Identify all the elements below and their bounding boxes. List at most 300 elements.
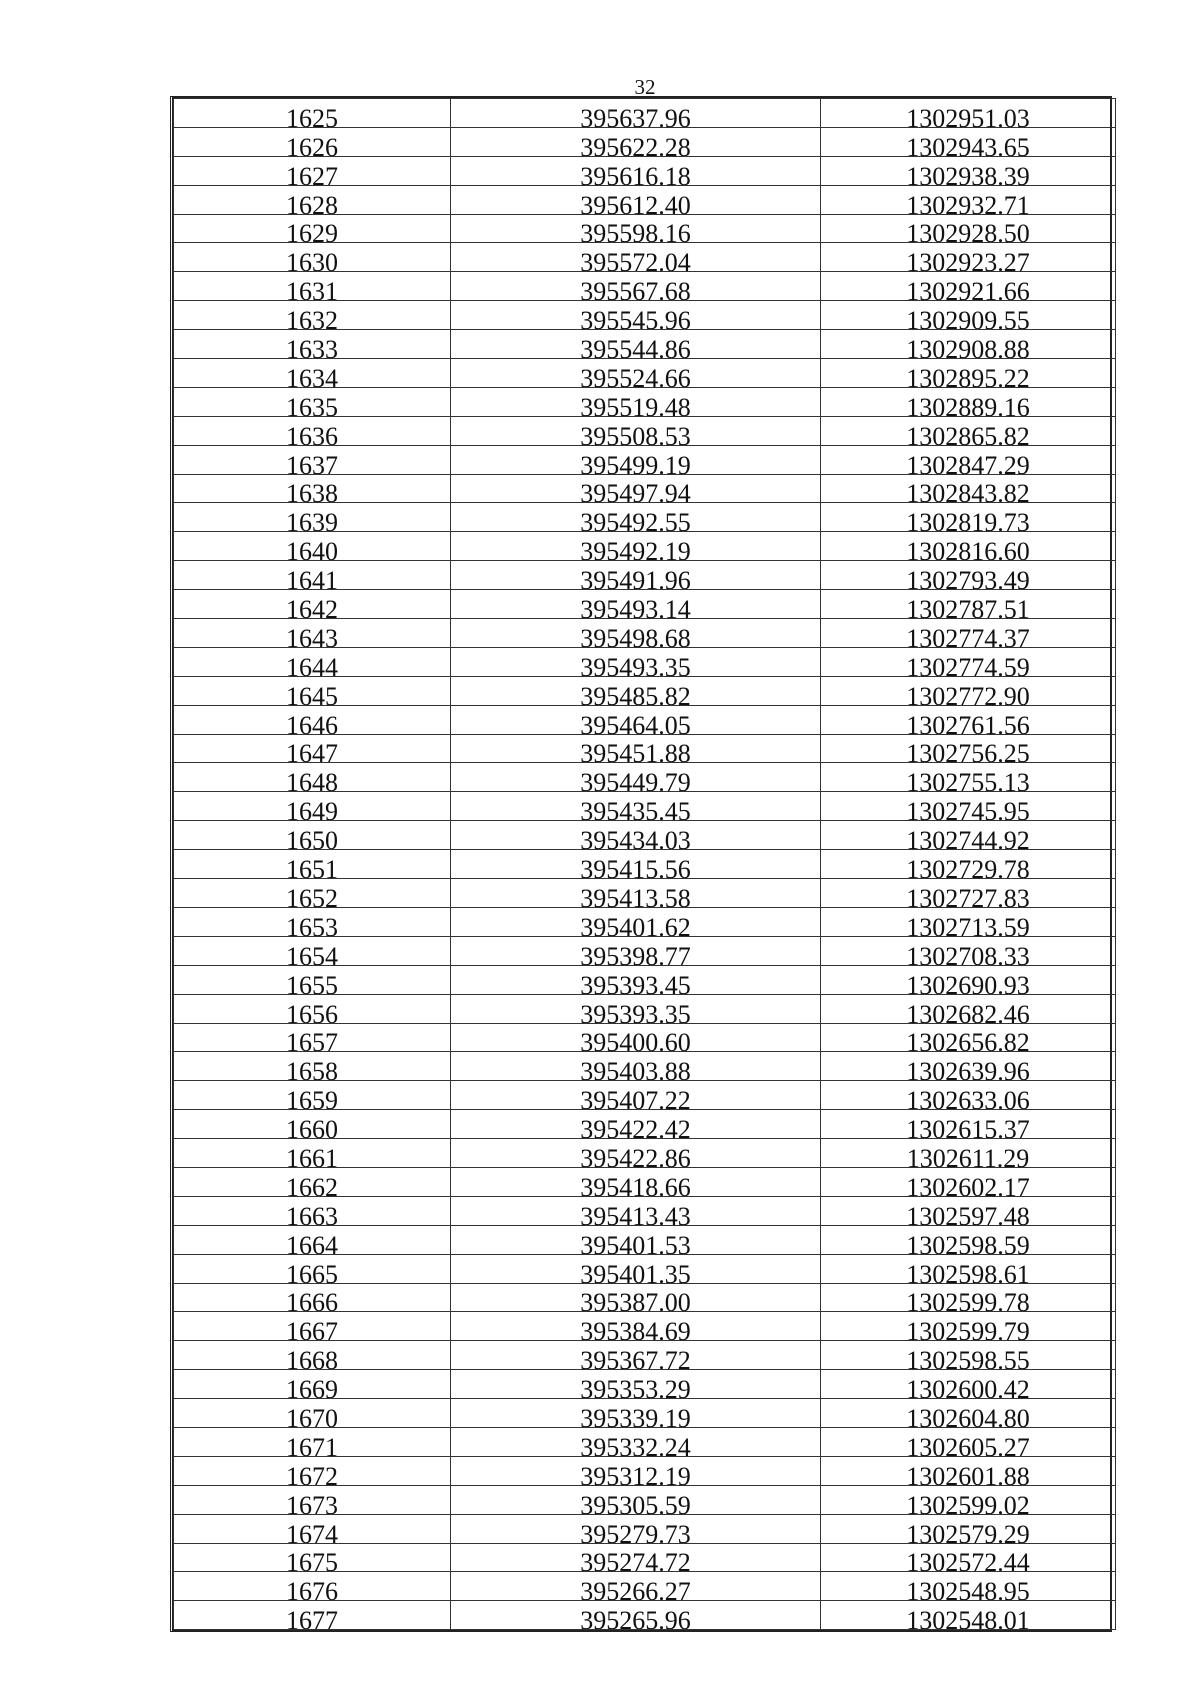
cell-value: 395393.45 [580, 970, 691, 995]
y-coordinate-cell [821, 1312, 1116, 1341]
point-number-cell [174, 330, 451, 359]
cell-value: 395493.14 [580, 595, 691, 619]
point-number-cell [174, 127, 451, 156]
cell-value: 1302599.78 [906, 1288, 1030, 1312]
point-number-cell [174, 1225, 451, 1254]
cell-value: 1302602.17 [906, 1172, 1030, 1197]
point-number-cell [174, 879, 451, 908]
cell-value: 395524.66 [580, 363, 691, 388]
x-coordinate-cell [451, 1254, 821, 1283]
cell-value: 1302755.13 [906, 768, 1030, 792]
table-row [174, 1254, 1116, 1283]
x-coordinate-cell [451, 1370, 821, 1399]
point-number-cell [174, 763, 451, 792]
cell-value: 395622.28 [580, 132, 691, 157]
y-coordinate-cell [821, 734, 1116, 763]
cell-value: 1302928.50 [906, 219, 1030, 243]
point-number-cell [174, 994, 451, 1023]
cell-value: 1302656.82 [906, 1028, 1030, 1052]
table-row [174, 1427, 1116, 1456]
coordinates-table-body [174, 99, 1116, 1630]
x-coordinate-cell [451, 850, 821, 879]
point-number-cell [174, 503, 451, 532]
point-number-cell [174, 1370, 451, 1399]
cell-value: 395400.60 [580, 1028, 691, 1052]
x-coordinate-cell [451, 359, 821, 388]
cell-value: 1646 [286, 710, 338, 735]
x-coordinate-cell [451, 879, 821, 908]
cell-value: 1302744.92 [906, 826, 1030, 850]
cell-value: 1636 [286, 421, 338, 446]
cell-value: 1302938.39 [906, 161, 1030, 186]
point-number-cell [174, 1196, 451, 1225]
point-number-cell [174, 1110, 451, 1139]
cell-value: 395393.35 [580, 999, 691, 1023]
table-row [174, 445, 1116, 474]
x-coordinate-cell [451, 416, 821, 445]
table-row [174, 676, 1116, 705]
cell-value: 1302816.60 [906, 537, 1030, 561]
table-row [174, 1081, 1116, 1110]
x-coordinate-cell [451, 1427, 821, 1456]
table-row [174, 1225, 1116, 1254]
cell-value: 1302865.82 [906, 421, 1030, 446]
cell-value: 1661 [286, 1143, 338, 1168]
cell-value: 1302572.44 [906, 1548, 1030, 1572]
y-coordinate-cell [821, 619, 1116, 648]
cell-value: 1302713.59 [906, 912, 1030, 937]
table-row [174, 647, 1116, 676]
cell-value: 395279.73 [580, 1519, 691, 1544]
cell-value: 1302633.06 [906, 1086, 1030, 1110]
cell-value: 1632 [286, 306, 338, 330]
x-coordinate-cell [451, 1081, 821, 1110]
point-number-cell [174, 1427, 451, 1456]
point-number-cell [174, 1341, 451, 1370]
y-coordinate-cell [821, 965, 1116, 994]
x-coordinate-cell [451, 907, 821, 936]
table-row [174, 1543, 1116, 1572]
cell-value: 1665 [286, 1259, 338, 1284]
y-coordinate-cell [821, 1225, 1116, 1254]
point-number-cell [174, 850, 451, 879]
y-coordinate-cell [821, 1139, 1116, 1168]
y-coordinate-cell [821, 1572, 1116, 1601]
cell-value: 1302793.49 [906, 566, 1030, 590]
cell-value: 1645 [286, 681, 338, 706]
point-number-cell [174, 1283, 451, 1312]
cell-value: 1302943.65 [906, 132, 1030, 157]
cell-value: 1302774.59 [906, 652, 1030, 677]
cell-value: 1302682.46 [906, 999, 1030, 1023]
point-number-cell [174, 676, 451, 705]
cell-value: 395401.62 [580, 912, 691, 937]
cell-value: 1660 [286, 1115, 338, 1139]
cell-value: 1643 [286, 623, 338, 648]
table-row [174, 1341, 1116, 1370]
table-row [174, 243, 1116, 272]
cell-value: 395637.96 [580, 103, 691, 128]
cell-value: 395384.69 [580, 1317, 691, 1341]
cell-value: 395274.72 [580, 1548, 691, 1572]
y-coordinate-cell [821, 850, 1116, 879]
cell-value: 395339.19 [580, 1403, 691, 1428]
x-coordinate-cell [451, 1485, 821, 1514]
y-coordinate-cell [821, 416, 1116, 445]
y-coordinate-cell [821, 1081, 1116, 1110]
table-row [174, 416, 1116, 445]
table-row [174, 965, 1116, 994]
cell-value: 395305.59 [580, 1490, 691, 1515]
x-coordinate-cell [451, 965, 821, 994]
cell-value: 395544.86 [580, 335, 691, 359]
cell-value: 1654 [286, 941, 338, 966]
y-coordinate-cell [821, 1399, 1116, 1428]
cell-value: 1302690.93 [906, 970, 1030, 995]
cell-value: 1639 [286, 508, 338, 532]
point-number-cell [174, 1139, 451, 1168]
x-coordinate-cell [451, 1196, 821, 1225]
y-coordinate-cell [821, 1283, 1116, 1312]
table-row [174, 532, 1116, 561]
table-row [174, 99, 1116, 128]
cell-value: 1670 [286, 1403, 338, 1428]
x-coordinate-cell [451, 763, 821, 792]
cell-value: 395567.68 [580, 277, 691, 301]
cell-value: 1302598.55 [906, 1346, 1030, 1370]
point-number-cell [174, 1052, 451, 1081]
x-coordinate-cell [451, 99, 821, 128]
point-number-cell [174, 561, 451, 590]
point-number-cell [174, 1456, 451, 1485]
y-coordinate-cell [821, 1052, 1116, 1081]
cell-value: 1638 [286, 479, 338, 503]
point-number-cell [174, 185, 451, 214]
x-coordinate-cell [451, 474, 821, 503]
cell-value: 1642 [286, 595, 338, 619]
y-coordinate-cell [821, 821, 1116, 850]
cell-value: 1629 [286, 219, 338, 243]
y-coordinate-cell [821, 156, 1116, 185]
table-row [174, 1312, 1116, 1341]
cell-value: 395545.96 [580, 306, 691, 330]
table-row [174, 1572, 1116, 1601]
y-coordinate-cell [821, 994, 1116, 1023]
cell-value: 1302599.02 [906, 1490, 1030, 1515]
cell-value: 1650 [286, 826, 338, 850]
x-coordinate-cell [451, 156, 821, 185]
point-number-cell [174, 99, 451, 128]
cell-value: 1302599.79 [906, 1317, 1030, 1341]
cell-value: 1302548.01 [906, 1606, 1030, 1630]
cell-value: 395434.03 [580, 826, 691, 850]
cell-value: 1302729.78 [906, 855, 1030, 879]
table-row [174, 127, 1116, 156]
point-number-cell [174, 416, 451, 445]
y-coordinate-cell [821, 214, 1116, 243]
y-coordinate-cell [821, 301, 1116, 330]
cell-value: 395422.42 [580, 1115, 691, 1139]
cell-value: 395493.35 [580, 652, 691, 677]
point-number-cell [174, 243, 451, 272]
cell-value: 1302611.29 [906, 1143, 1030, 1168]
cell-value: 1658 [286, 1057, 338, 1081]
cell-value: 395413.43 [580, 1201, 691, 1226]
table-row [174, 474, 1116, 503]
cell-value: 1676 [286, 1577, 338, 1601]
point-number-cell [174, 474, 451, 503]
table-row [174, 1139, 1116, 1168]
point-number-cell [174, 1485, 451, 1514]
x-coordinate-cell [451, 1225, 821, 1254]
cell-value: 395266.27 [580, 1577, 691, 1601]
cell-value: 395312.19 [580, 1461, 691, 1486]
x-coordinate-cell [451, 1052, 821, 1081]
cell-value: 395598.16 [580, 219, 691, 243]
cell-value: 395572.04 [580, 248, 691, 272]
cell-value: 1648 [286, 768, 338, 792]
x-coordinate-cell [451, 1572, 821, 1601]
cell-value: 395492.55 [580, 508, 691, 532]
y-coordinate-cell [821, 792, 1116, 821]
cell-value: 395491.96 [580, 566, 691, 590]
cell-value: 1302774.37 [906, 623, 1030, 648]
y-coordinate-cell [821, 1456, 1116, 1485]
x-coordinate-cell [451, 127, 821, 156]
table-row [174, 1370, 1116, 1399]
table-row [174, 879, 1116, 908]
cell-value: 395508.53 [580, 421, 691, 446]
x-coordinate-cell [451, 532, 821, 561]
cell-value: 1630 [286, 248, 338, 272]
y-coordinate-cell [821, 1023, 1116, 1052]
cell-value: 395401.53 [580, 1230, 691, 1255]
coordinates-table-frame [170, 96, 1112, 1632]
cell-value: 395435.45 [580, 797, 691, 821]
cell-value: 1302761.56 [906, 710, 1030, 735]
cell-value: 1302951.03 [906, 103, 1030, 128]
point-number-cell [174, 1023, 451, 1052]
point-number-cell [174, 1572, 451, 1601]
cell-value: 395492.19 [580, 537, 691, 561]
cell-value: 1302604.80 [906, 1403, 1030, 1428]
y-coordinate-cell [821, 272, 1116, 301]
cell-value: 1302548.95 [906, 1577, 1030, 1601]
y-coordinate-cell [821, 1341, 1116, 1370]
cell-value: 1302932.71 [906, 190, 1030, 215]
y-coordinate-cell [821, 1514, 1116, 1543]
point-number-cell [174, 619, 451, 648]
cell-value: 395497.94 [580, 479, 691, 503]
x-coordinate-cell [451, 445, 821, 474]
point-number-cell [174, 156, 451, 185]
cell-value: 395265.96 [580, 1606, 691, 1630]
cell-value: 1302847.29 [906, 450, 1030, 475]
y-coordinate-cell [821, 330, 1116, 359]
cell-value: 1302889.16 [906, 392, 1030, 417]
x-coordinate-cell [451, 503, 821, 532]
cell-value: 1627 [286, 161, 338, 186]
cell-value: 1302727.83 [906, 883, 1030, 908]
x-coordinate-cell [451, 272, 821, 301]
table-row [174, 763, 1116, 792]
x-coordinate-cell [451, 1023, 821, 1052]
y-coordinate-cell [821, 763, 1116, 792]
cell-value: 395498.68 [580, 623, 691, 648]
table-row [174, 503, 1116, 532]
point-number-cell [174, 1601, 451, 1630]
cell-value: 395403.88 [580, 1057, 691, 1081]
point-number-cell [174, 1312, 451, 1341]
cell-value: 1673 [286, 1490, 338, 1515]
y-coordinate-cell [821, 387, 1116, 416]
cell-value: 1668 [286, 1346, 338, 1370]
x-coordinate-cell [451, 387, 821, 416]
x-coordinate-cell [451, 1167, 821, 1196]
table-row [174, 907, 1116, 936]
cell-value: 1634 [286, 363, 338, 388]
y-coordinate-cell [821, 936, 1116, 965]
y-coordinate-cell [821, 1110, 1116, 1139]
table-row [174, 359, 1116, 388]
page-number: 32 [634, 75, 656, 99]
x-coordinate-cell [451, 676, 821, 705]
point-number-cell [174, 1399, 451, 1428]
table-row [174, 387, 1116, 416]
y-coordinate-cell [821, 1427, 1116, 1456]
x-coordinate-cell [451, 185, 821, 214]
table-row [174, 1601, 1116, 1630]
table-row [174, 936, 1116, 965]
table-row [174, 821, 1116, 850]
point-number-cell [174, 1167, 451, 1196]
y-coordinate-cell [821, 1370, 1116, 1399]
table-row [174, 1110, 1116, 1139]
y-coordinate-cell [821, 1601, 1116, 1630]
x-coordinate-cell [451, 647, 821, 676]
cell-value: 395422.86 [580, 1143, 691, 1168]
cell-value: 1662 [286, 1172, 338, 1197]
y-coordinate-cell [821, 532, 1116, 561]
cell-value: 395413.58 [580, 883, 691, 908]
cell-value: 395451.88 [580, 739, 691, 763]
cell-value: 1302895.22 [906, 363, 1030, 388]
point-number-cell [174, 734, 451, 763]
x-coordinate-cell [451, 1601, 821, 1630]
cell-value: 395499.19 [580, 450, 691, 475]
cell-value: 1302598.59 [906, 1230, 1030, 1255]
cell-value: 1653 [286, 912, 338, 937]
cell-value: 1302819.73 [906, 508, 1030, 532]
cell-value: 1652 [286, 883, 338, 908]
table-row [174, 705, 1116, 734]
x-coordinate-cell [451, 1312, 821, 1341]
point-number-cell [174, 821, 451, 850]
cell-value: 1302605.27 [906, 1432, 1030, 1457]
cell-value: 1641 [286, 566, 338, 590]
cell-value: 395387.00 [580, 1288, 691, 1312]
cell-value: 1302601.88 [906, 1461, 1030, 1486]
point-number-cell [174, 907, 451, 936]
cell-value: 395418.66 [580, 1172, 691, 1197]
point-number-cell [174, 214, 451, 243]
cell-value: 395485.82 [580, 681, 691, 706]
cell-value: 395449.79 [580, 768, 691, 792]
point-number-cell [174, 532, 451, 561]
cell-value: 1656 [286, 999, 338, 1023]
y-coordinate-cell [821, 503, 1116, 532]
table-row [174, 619, 1116, 648]
y-coordinate-cell [821, 1167, 1116, 1196]
cell-value: 1302598.61 [906, 1259, 1030, 1284]
table-row [174, 1052, 1116, 1081]
cell-value: 1633 [286, 335, 338, 359]
cell-value: 1640 [286, 537, 338, 561]
cell-value: 395398.77 [580, 941, 691, 966]
y-coordinate-cell [821, 907, 1116, 936]
point-number-cell [174, 647, 451, 676]
cell-value: 1647 [286, 739, 338, 763]
cell-value: 1675 [286, 1548, 338, 1572]
point-number-cell [174, 590, 451, 619]
y-coordinate-cell [821, 243, 1116, 272]
cell-value: 395367.72 [580, 1346, 691, 1370]
y-coordinate-cell [821, 1196, 1116, 1225]
table-row [174, 561, 1116, 590]
x-coordinate-cell [451, 330, 821, 359]
cell-value: 1669 [286, 1375, 338, 1399]
cell-value: 1626 [286, 132, 338, 157]
cell-value: 1651 [286, 855, 338, 879]
point-number-cell [174, 445, 451, 474]
point-number-cell [174, 272, 451, 301]
cell-value: 1302756.25 [906, 739, 1030, 763]
cell-value: 1671 [286, 1432, 338, 1457]
table-row [174, 994, 1116, 1023]
cell-value: 1302787.51 [906, 595, 1030, 619]
cell-value: 1674 [286, 1519, 338, 1544]
cell-value: 1666 [286, 1288, 338, 1312]
cell-value: 1657 [286, 1028, 338, 1052]
cell-value: 1302909.55 [906, 306, 1030, 330]
y-coordinate-cell [821, 1254, 1116, 1283]
cell-value: 1628 [286, 190, 338, 215]
table-row [174, 1456, 1116, 1485]
point-number-cell [174, 705, 451, 734]
table-row [174, 156, 1116, 185]
x-coordinate-cell [451, 936, 821, 965]
cell-value: 1659 [286, 1086, 338, 1110]
table-row [174, 1167, 1116, 1196]
x-coordinate-cell [451, 821, 821, 850]
cell-value: 1302745.95 [906, 797, 1030, 821]
cell-value: 1302615.37 [906, 1115, 1030, 1139]
cell-value: 1667 [286, 1317, 338, 1341]
table-row [174, 330, 1116, 359]
table-row [174, 1399, 1116, 1428]
cell-value: 1672 [286, 1461, 338, 1486]
y-coordinate-cell [821, 99, 1116, 128]
point-number-cell [174, 936, 451, 965]
point-number-cell [174, 359, 451, 388]
cell-value: 1302921.66 [906, 277, 1030, 301]
cell-value: 1302843.82 [906, 479, 1030, 503]
cell-value: 395401.35 [580, 1259, 691, 1284]
y-coordinate-cell [821, 1485, 1116, 1514]
cell-value: 1302923.27 [906, 248, 1030, 272]
table-row [174, 1514, 1116, 1543]
cell-value: 395464.05 [580, 710, 691, 735]
